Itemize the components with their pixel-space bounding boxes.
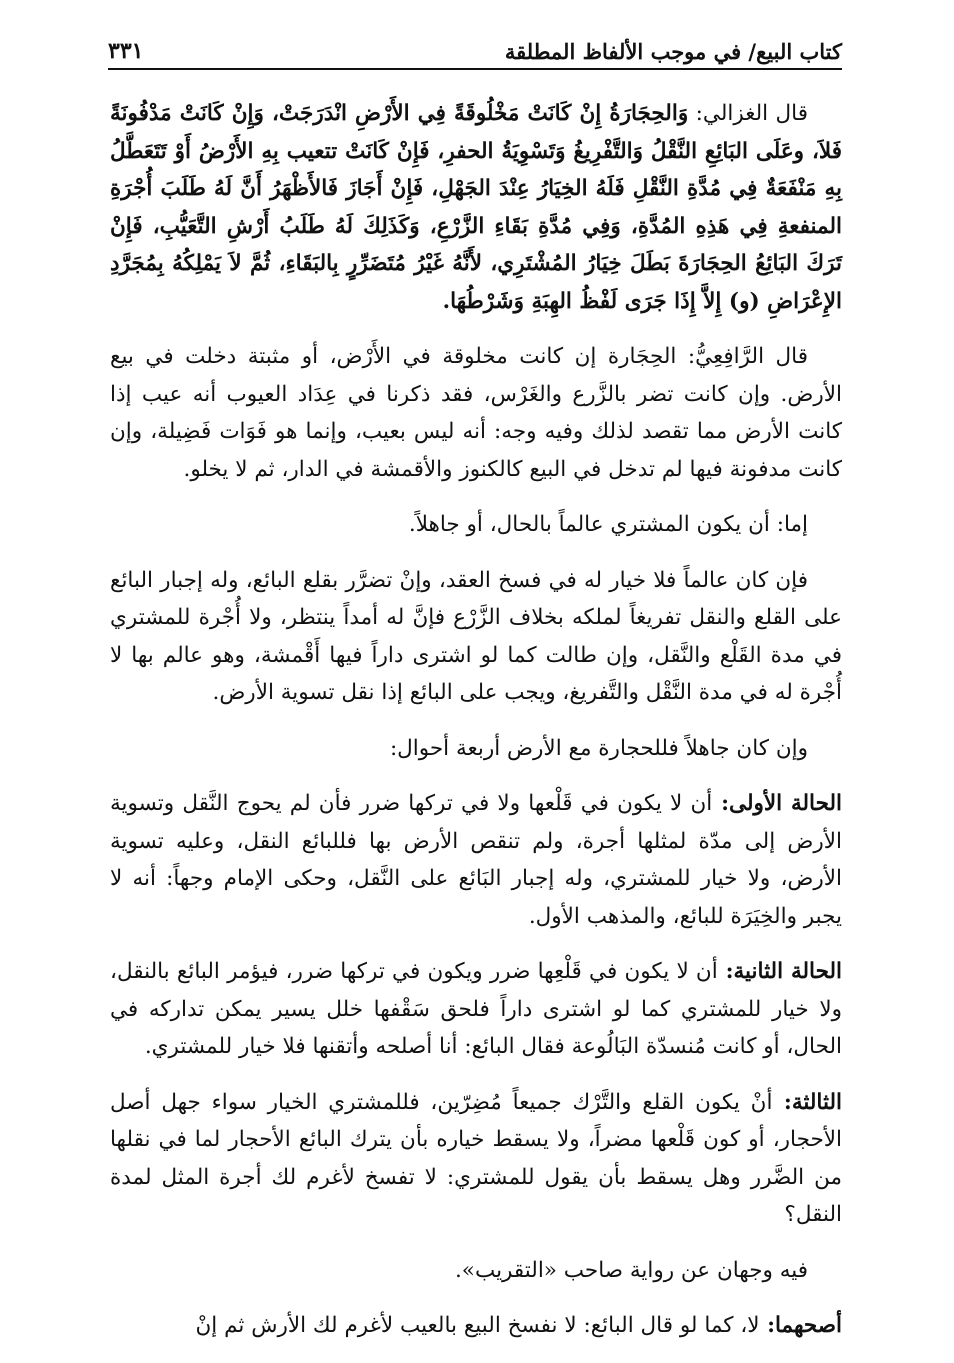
case-paragraph (110, 1084, 842, 1234)
case-paragraph (110, 785, 842, 935)
paragraph-text: أن لا يكون في قَلْعِها ضرر ويكون في تركها ضرر، فيؤمر البائع بالنقل، ولا خيار للمشتري كما لو اشترى داراً فلحق سَقْفها خلل يسير يمكن تداركه في الحال، أو كانت مُنسدّة البَالُوعة فقال البائع: أنا أصلحه وأتقنها فلا خيار للمشتري. (110, 959, 842, 1059)
paragraph-text: إما: أن يكون المشتري عالماً بالحال، أو جاهلاً. (408, 512, 808, 537)
page-number: ٣٣١ (108, 38, 144, 64)
paragraph-text: وإن كان جاهلاً فللحجارة مع الأرض أربعة أحوال: (389, 735, 808, 761)
running-header (108, 30, 842, 70)
speaker-label: قال الغزالي: (688, 101, 808, 126)
paragraph-text: فإن كان عالماً فلا خيار له في فسخ العقد، وإنْ تضرَّر بقلع البائع، وله إجبار البائع على القلع والنقل تفريغاً لملكه بخلاف الزَّرْع فإنَّ له أمداً ينتظر، ولا أُجْرة للمشتري في مدة القَلْع والنَّقل، وإن طالت كما لو اشترى داراً فيها أَقْمشة، وهو عالم بها لا أُجْرة له في مدة النَّقْل والتَّفريغ، ويجب على البائع إذا نقل تسوية الأرض. (110, 567, 842, 705)
case-label: الثالثة: (772, 1089, 842, 1115)
paragraph-text: فيه وجهان عن رواية صاحب «التقريب». (454, 1257, 808, 1283)
paragraph-text: وَالحِجَارَةُ إِنْ كَانَتْ مَخْلُوقَةً فِي الأَرْضِ انْدَرَجَتْ، وَإِنْ كَانَتْ مَدْفُونَةً فَلاَ، وعَلَى البَائِعِ النَّقْلُ وَالتَّفْرِيغُ وَتَسْوِيَةُ الحفرِ، فَإِنْ كَانَتْ تتعيب بِهِ الأَرْضُ أَوْ تَتَعَطَّلُ بِهِ مَنْفَعَةٌ فِي مُدَّةِ النَّقْلِ فَلَهُ الخِيَارُ عِنْدَ الجَهْلِ، فَإِنْ أَجَازَ فَالأَظْهَرُ أَنَّ لَهُ طَلَبَ أُجْرَةِ المنفعةِ فِي هَذِهِ المُدَّةِ، وَفِي مُدَّةِ بَقَاءِ الزَّرْعِ، وَكَذَلِكَ لَهُ طَلَبُ أَرْشِ التَّعَيُّبِ، فَإِنْ تَرَكَ البَائِعُ الحِجَارَةَ بَطَلَ خِيَارُ المُشْتَرِي، لأَنَّهُ غَيْرُ مُتَضَرِّرٍ بِالبَقَاءِ، ثُمَّ لاَ يَمْلِكُهُ بِمُجَرَّدِ الإِعْرَاضِ (و) إِلاَّ إِذَا جَرَى لَفْظُ الهِبَةِ وَشَرْطُهَا. (110, 101, 842, 314)
case-label: الحالة الثانية: (717, 959, 842, 984)
paragraph-text: لا، كما لو قال البائع: لا نفسخ البيع بالعيب لأغرم لك الأرش ثم إنْ (195, 1313, 760, 1338)
matn-paragraph (110, 95, 842, 320)
case-label: الحالة الأولى: (712, 791, 842, 816)
commentary-paragraph (110, 338, 842, 488)
paragraph-text: قال الرَّافِعِيُّ: الحِجَارة إن كانت مخلوقة في الأَرْض، أو مثبتة دخلت في بيع الأرض. وإن كانت تضر بالزَّرع والغَرْس، فقد ذكرنا في عِدَاد العيوب أنه عيب إذا كانت الأرض مما تقصد لذلك وفيه وجه: أنه ليس بعيب، وإنما هو فَوَات فَضِيلة، وإن كانت مدفونة فيها لم تدخل في البيع كالكنوز والأقمشة في الدار، ثم لا يخلو. (110, 344, 842, 482)
commentary-paragraph (110, 562, 842, 712)
commentary-paragraph (110, 730, 842, 768)
case-label: أصحهما: (759, 1313, 842, 1338)
case-paragraph (110, 953, 842, 1066)
paragraph-text: أن لا يكون في قَلْعها ولا في تركها ضرر فأن لم يحوج النَّقل وتسوية الأرض إلى مدّة لمثلها أجرة، ولم تنقص الأرض بها فللبائع النقل، وعليه تسوية الأرض، ولا خيار للمشتري، وله إجبار البَائع على النَّقل، وحكى الإمام وجهاً: أنه لا يجبر والخِيَرَة للبائع، والمذهب الأول. (110, 791, 842, 929)
header-title: كتاب البيع/ في موجب الألفاظ المطلقة (504, 39, 842, 64)
page-body (110, 95, 842, 1363)
case-paragraph (110, 1307, 842, 1345)
commentary-paragraph (110, 1252, 842, 1290)
commentary-paragraph (110, 506, 842, 544)
paragraph-text: أنْ يكون القلع والتَّرْك جميعاً مُضِرّين، فللمشتري الخيار سواء جهل أصل الأحجار، أو كون قَلْعها مضراً، ولا يسقط خياره بأن يترك البائع الأحجار لما في نقلها من الضَّرر وهل يسقط بأن يقول للمشتري: لا تفسخ لأغرم لك أجرة المثل لمدة النقل؟ (110, 1089, 842, 1227)
